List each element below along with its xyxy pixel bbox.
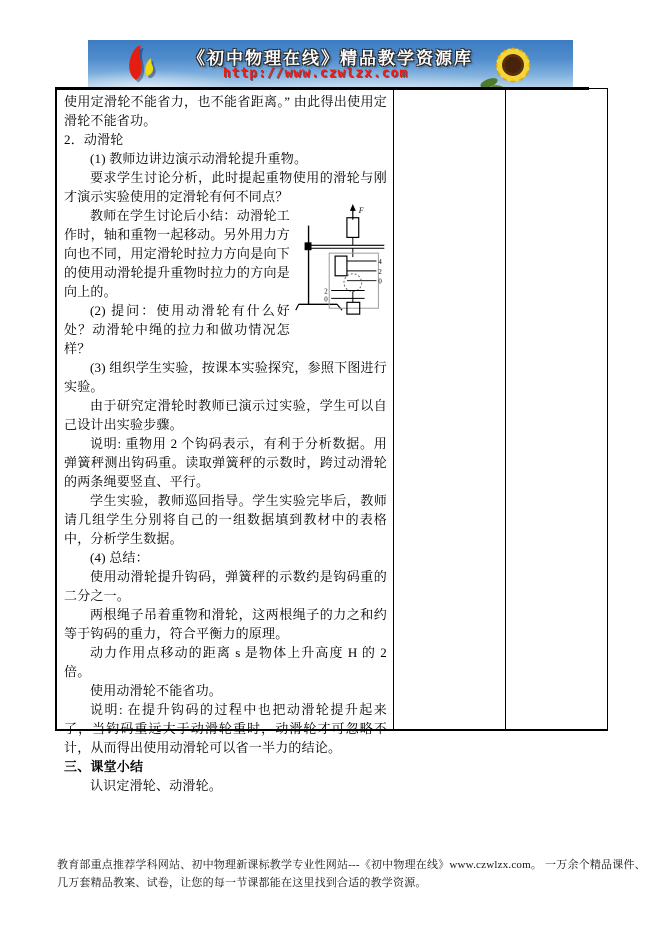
table-column-empty-1 — [393, 89, 505, 729]
banner-title: 《初中物理在线》精品教学资源库 — [188, 49, 473, 68]
paragraph: 动力作用点移动的距离 s 是物体上升高度 H 的 2 倍。 — [64, 645, 387, 679]
banner-url: http://www.czwlzx.com — [222, 66, 409, 81]
paragraph: 教师在学生讨论后小结：动滑轮工作时，轴和重物一起移动。另外用力方向也不同，用定滑轮时拉力方向是向下的使用动滑轮提升重物时拉力的方向是向上的。 — [64, 208, 290, 299]
paragraph: 认识定滑轮、动滑轮。 — [90, 778, 223, 793]
tick-label: 2 — [324, 288, 328, 296]
sunflower-icon — [473, 40, 545, 88]
section-heading: 三、课堂小结 — [64, 759, 144, 774]
tick-label: 4 — [378, 258, 382, 266]
table-column-empty-2 — [505, 89, 607, 729]
paragraph: (3) 组织学生实验，按课本实验探究，参照下图进行实验。 — [64, 360, 387, 394]
paragraph: 使用定滑轮不能省力，也不能省距离。” 由此得出使用定滑轮不能省功。 — [64, 94, 387, 128]
table-column-content — [57, 89, 393, 793]
tick-label: 0 — [378, 278, 382, 286]
paragraph: (4) 总结： — [90, 550, 149, 565]
footer-line-2: 几万套精品教案、试卷，让您的每一节课都能在这里找到合适的教学资源。 — [57, 876, 427, 889]
paragraph: 要求学生讨论分析，此时提起重物使用的滑轮与刚才演示实验使用的定滑轮有何不同点？ — [64, 170, 387, 204]
paragraph: 由于研究定滑轮时教师已演示过实验，学生可以自己设计出实验步骤。 — [64, 398, 387, 432]
lesson-plan-table — [55, 88, 608, 793]
force-label: F — [358, 205, 364, 215]
paragraph: (2) 提问：使用动滑轮有什么好处？动滑轮中绳的拉力和做功情况怎样？ — [64, 303, 290, 356]
paragraph: 2．动滑轮 — [64, 132, 124, 147]
movable-pulley-experiment-diagram — [295, 202, 389, 322]
paragraph: (1) 教师边讲边演示动滑轮提升重物。 — [90, 151, 308, 166]
tick-label: 2 — [378, 268, 382, 276]
site-banner — [88, 40, 573, 88]
paragraph: 使用动滑轮不能省功。 — [90, 683, 223, 698]
tick-label: 0 — [324, 296, 328, 304]
table-thick-top-border — [55, 87, 589, 90]
paragraph: 两根绳子吊着重物和滑轮，这两根绳子的力之和约等于钩码的重力，符合平衡力的原理。 — [64, 607, 387, 641]
paragraph: 使用动滑轮提升钩码，弹簧秤的示数约是钩码重的二分之一。 — [64, 569, 387, 603]
footer-line-1: 教育部重点推荐学科网站、初中物理新课标教学专业性网站---《初中物理在线》www.czwlzx.com。 一万余个精品课件、 — [57, 859, 646, 871]
paragraph: 说明: 重物用 2 个钩码表示，有利于分析数据。用弹簧秤测出钩码重。读取弹簧秤的示数时，跨过动滑轮的两条绳要竖直、平行。 — [64, 436, 387, 489]
page-footer — [57, 857, 646, 892]
paragraph: 说明: 在提升钩码的过程中也把动滑轮提升起来了，当钩码重远大于动滑轮重时，动滑轮才可忽略不计，从而得出使用动滑轮可以省一半力的结论。 — [64, 702, 387, 755]
paragraph: 学生实验，教师巡回指导。学生实验完毕后，教师请几组学生分别将自己的一组数据填到教材中的表格中，分析学生数据。 — [64, 493, 387, 546]
